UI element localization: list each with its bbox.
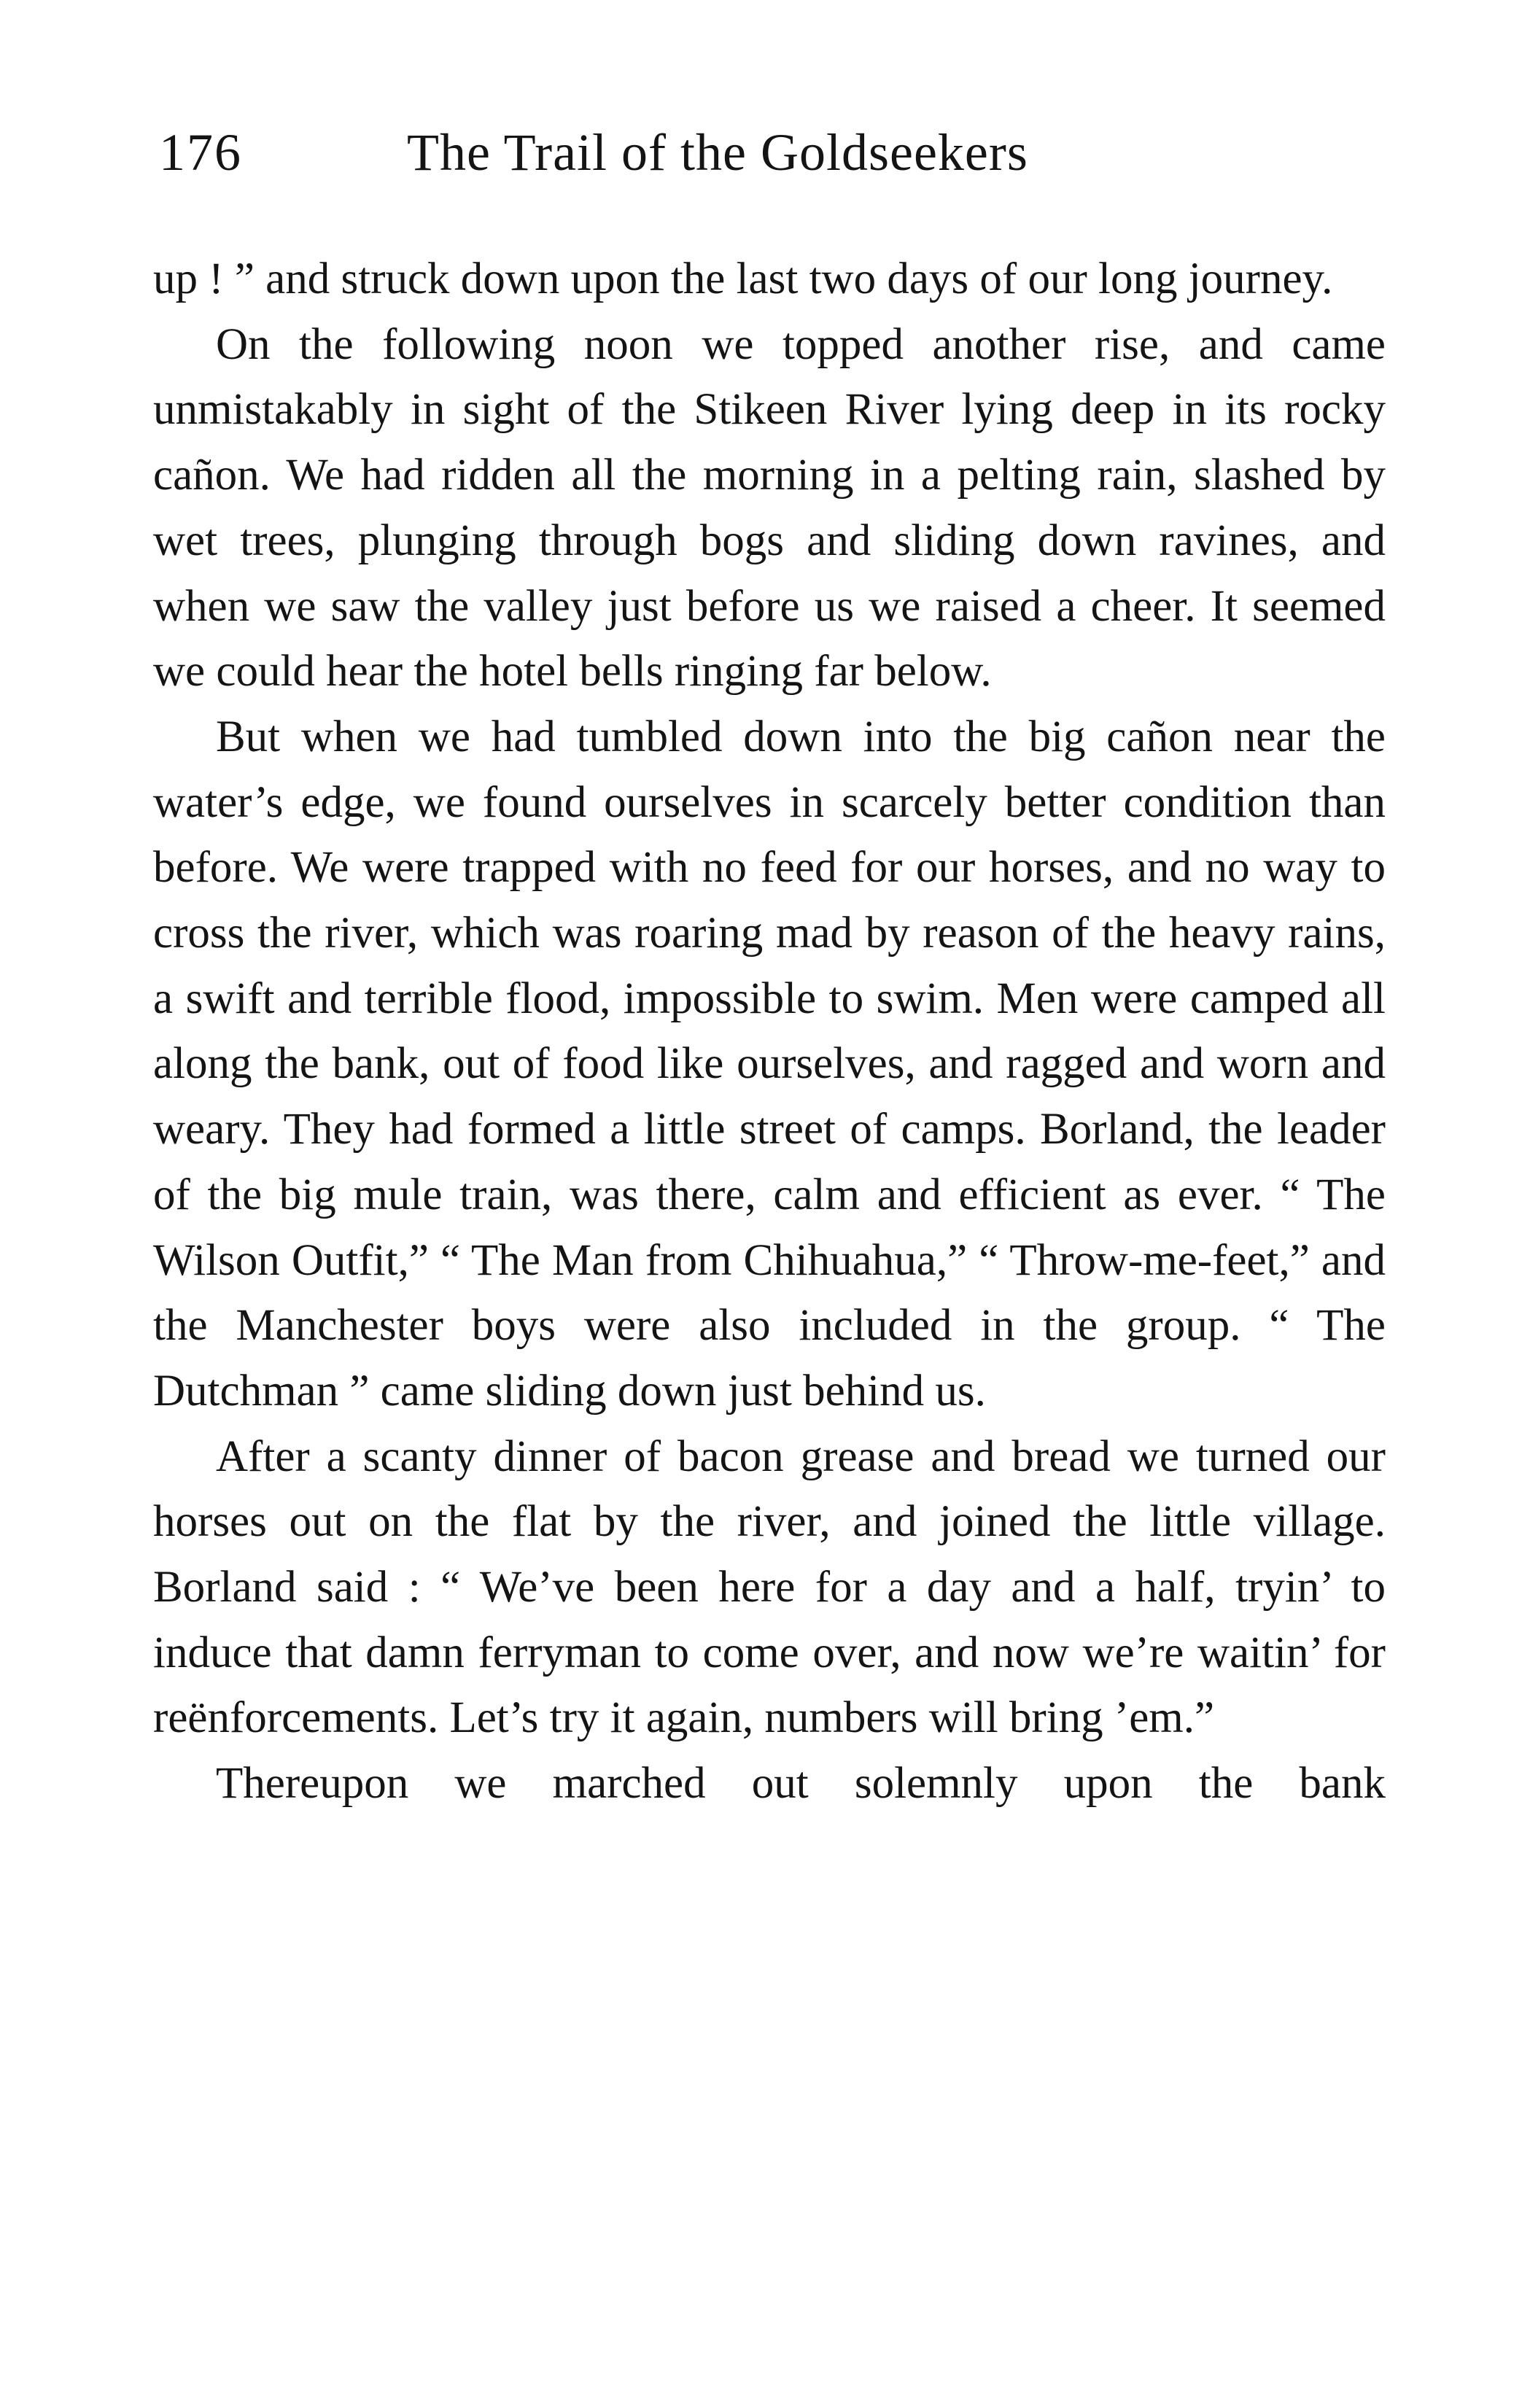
page-header — [159, 117, 1384, 197]
running-head: The Trail of the Goldseekers — [407, 123, 1028, 182]
paragraph-continuation: up ! ” and struck down upon the last two days of our long journey. — [153, 255, 1333, 303]
paragraph-scanty-dinner: After a scanty dinner of bacon grease and bread we turned our horses out on the flat by the river, and joined the little village. Borland said : “ We’ve been here for a day and a half, tryin’ to induce that damn ferryman to come over, and now we’re waitin’ for reënforcements. Let’s try it again, numbers will bring ’em.” — [153, 1432, 1386, 1743]
paragraph-thereupon: Thereupon we marched out solemnly upon the bank — [216, 1759, 1386, 1809]
page-number: 176 — [159, 123, 242, 182]
paragraph-stikeen-river: On the following noon we topped another rise, and came unmistakably in sight of the Stikeen River lying deep in its rocky cañon. We had ridden all the morning in a pelting rain, slashed by wet trees, plunging through bogs and sliding down ravines, and when we saw the valley just before us we raised a cheer. It seemed we could hear the hotel bells ringing far below. — [153, 319, 1386, 696]
paragraph-big-canon: But when we had tumbled down into the big cañon near the water’s edge, we found ourselves in scarcely better condition than before. We were trapped with no feed for our horses, and no way to cross the river, which was roaring mad by reason of the heavy rains, a swift and terrible flood, impossible to swim. Men were camped all along the bank, out of food like ourselves, and ragged and worn and weary. They had formed a little street of camps. Borland, the leader of the big mule train, was there, calm and efficient as ever. “ The Wilson Outfit,” “ The Man from Chihuahua,” “ Throw-me-feet,” and the Manchester boys were also included in the group. “ The Dutchman ” came sliding down just behind us. — [153, 712, 1386, 1415]
body-text — [153, 246, 1386, 1817]
